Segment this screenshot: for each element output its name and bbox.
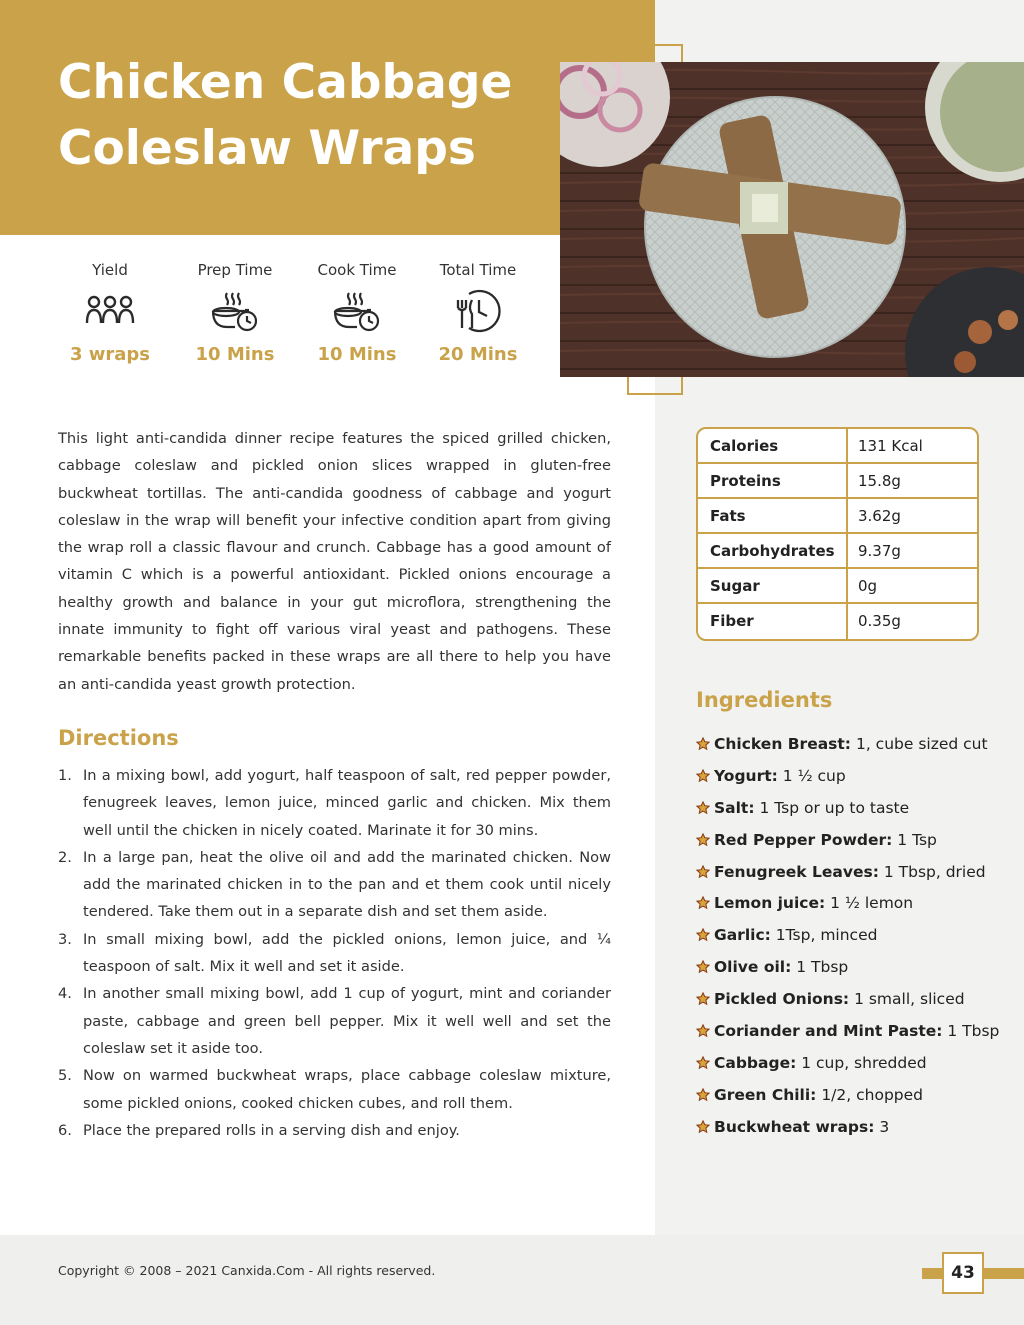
nutrition-row — [698, 464, 977, 499]
star-icon — [696, 1050, 714, 1082]
ingredient-amount: 1 Tsp — [897, 830, 937, 849]
stat-label: Prep Time — [197, 261, 273, 279]
ingredient-amount: 1Tsp, minced — [775, 926, 878, 945]
recipe-title: Chicken Cabbage Coleslaw Wraps — [58, 55, 513, 176]
ingredient-item — [696, 888, 1016, 920]
photo-frame-bottom — [627, 375, 683, 395]
recipe-photo — [560, 62, 1024, 377]
star-icon — [696, 890, 714, 922]
ingredient-name: Green Chili: — [714, 1085, 817, 1104]
step-number: 2. — [58, 848, 72, 866]
step-number: 6. — [58, 1121, 72, 1139]
nutrition-value: 0.35g — [858, 612, 901, 630]
ingredient-item — [696, 761, 1016, 793]
ingredient-amount: 1 Tbsp — [796, 958, 849, 977]
recipe-intro: This light anti-candida dinner recipe features the spiced grilled chicken, cabbage coleslaw and pickled onion slices wrapped in gluten-free buckwheat tortillas. The anti-candida goodness of cabbage and yogurt coleslaw in the wrap will benefit your infective condition apart from giving the wrap roll a classic flavour and crunch. Cabbage has a good amount of vitamin C which is a powerful antioxidant. Pickled onions encourage a healthy growth and balance in your gut microflora, strengthening the innate immunity to fight off various viral yeast and pathogens. These remarkable benefits packed in these wraps are all there to help you have an anti-candida yeast growth protection. — [58, 430, 611, 693]
nutrition-value: 0g — [858, 577, 878, 595]
ingredient-amount: 1 ½ lemon — [830, 894, 914, 913]
direction-step — [58, 762, 611, 844]
ingredient-amount: 1, cube sized cut — [855, 735, 988, 753]
people-icon — [55, 282, 165, 340]
star-icon — [696, 1082, 714, 1114]
stat-total-time — [423, 258, 533, 365]
nutrition-key: Fiber — [698, 604, 848, 639]
clock-cutlery-icon — [423, 282, 533, 340]
star-icon — [696, 986, 714, 1018]
ingredient-amount: 3 — [879, 1117, 890, 1136]
star-icon — [696, 827, 714, 859]
ingredient-amount: 1 Tsp or up to taste — [759, 798, 910, 817]
stat-value: 3 wraps — [69, 344, 151, 365]
star-icon — [696, 859, 714, 891]
step-text: In small mixing bowl, add the pickled onions, lemon juice, and ¼ teaspoon of salt. Mix it well and set it aside. — [83, 930, 611, 976]
nutrition-value: 9.37g — [858, 542, 901, 560]
ingredient-name: Chicken Breast: — [714, 735, 852, 753]
footer-band — [0, 1235, 1024, 1325]
step-number: 5. — [58, 1067, 72, 1085]
step-text: In a mixing bowl, add yogurt, half teaspoon of salt, red pepper powder, fenugreek leaves, lemon juice, minced garlic and chicken. Mix them well until the chicken in nicely coated. Marinate it for 30 mins. — [83, 767, 611, 839]
step-text: In a large pan, heat the olive oil and add the marinated chicken. Now add the marinated chicken in to the pan and et them cook until nicely tendered. Take them out in a separate dish and set them aside. — [83, 848, 611, 921]
ingredient-name: Buckwheat wraps: — [714, 1117, 875, 1136]
copyright-text: Copyright © 2008 – 2021 Canxida.Com - All rights reserved. — [58, 1263, 436, 1278]
ingredient-name: Cabbage: — [714, 1053, 797, 1072]
ingredient-item — [696, 1080, 1016, 1112]
star-icon — [696, 1018, 714, 1050]
star-icon — [696, 795, 714, 827]
ingredient-item — [696, 1112, 1016, 1144]
nutrition-row — [698, 499, 977, 534]
ingredient-name: Red Pepper Powder: — [714, 830, 893, 849]
ingredients-heading: Ingredients — [696, 688, 833, 712]
star-icon — [696, 954, 714, 986]
ingredient-item — [696, 729, 1016, 761]
nutrition-row — [698, 534, 977, 569]
nutrition-key: Calories — [698, 429, 848, 462]
stat-label: Cook Time — [317, 261, 397, 279]
ingredient-item — [696, 857, 1016, 889]
pan-timer-icon — [302, 282, 412, 340]
ingredient-name: Coriander and Mint Paste: — [714, 1022, 943, 1041]
ingredient-item — [696, 952, 1016, 984]
star-icon — [696, 922, 714, 954]
ingredient-item — [696, 1048, 1016, 1080]
ingredient-name: Pickled Onions: — [714, 990, 850, 1009]
ingredient-item — [696, 920, 1016, 952]
step-text: In another small mixing bowl, add 1 cup of yogurt, mint and coriander paste, cabbage and green bell pepper. Mix it well well and set the coleslaw set it aside too. — [83, 985, 611, 1057]
stat-label: Total Time — [439, 261, 517, 279]
nutrition-row — [698, 569, 977, 604]
ingredient-item — [696, 1016, 1016, 1048]
direction-step — [58, 980, 611, 1062]
ingredient-amount: 1/2, chopped — [821, 1085, 923, 1104]
nutrition-row — [698, 604, 977, 639]
nutrition-table — [696, 427, 979, 641]
stat-value: 10 Mins — [317, 344, 397, 365]
ingredient-name: Yogurt: — [714, 766, 778, 785]
ingredient-amount: 1 small, sliced — [854, 990, 965, 1009]
ingredient-name: Salt: — [714, 798, 755, 817]
title-block — [0, 0, 655, 235]
ingredient-name: Garlic: — [714, 926, 771, 945]
ingredient-name: Lemon juice: — [714, 894, 826, 913]
step-number: 1. — [58, 767, 72, 784]
recipe-stats — [55, 258, 535, 378]
nutrition-key: Proteins — [698, 464, 848, 497]
ingredients-list — [696, 729, 1016, 1144]
ingredient-item — [696, 825, 1016, 857]
photo-frame-top — [627, 44, 683, 64]
directions-heading: Directions — [58, 726, 179, 750]
star-icon — [696, 763, 714, 795]
nutrition-key: Fats — [698, 499, 848, 532]
ingredient-item — [696, 984, 1016, 1016]
ingredient-amount: 1 cup, shredded — [801, 1053, 927, 1072]
ingredient-amount: 1 Tbsp, dried — [883, 862, 986, 881]
step-number: 3. — [58, 930, 72, 948]
pan-timer-icon — [180, 282, 290, 340]
ingredient-name: Olive oil: — [714, 958, 792, 977]
directions-list — [58, 762, 611, 1144]
star-icon — [696, 1114, 714, 1146]
stat-label: Yield — [92, 261, 128, 279]
stat-yield — [55, 258, 165, 365]
step-text: Now on warmed buckwheat wraps, place cabbage coleslaw mixture, some pickled onions, cooked chicken cubes, and roll them. — [83, 1067, 611, 1112]
nutrition-value: 131 Kcal — [858, 437, 923, 455]
stat-cook-time — [302, 258, 412, 365]
nutrition-key: Sugar — [698, 569, 848, 602]
nutrition-value: 15.8g — [858, 472, 901, 490]
stat-prep-time — [180, 258, 290, 365]
ingredient-name: Fenugreek Leaves: — [714, 862, 879, 881]
ingredient-amount: 1 ½ cup — [782, 766, 846, 785]
page-number: 43 — [942, 1252, 984, 1294]
direction-step — [58, 926, 611, 981]
nutrition-key: Carbohydrates — [698, 534, 848, 567]
nutrition-row — [698, 429, 977, 464]
nutrition-value: 3.62g — [858, 507, 901, 525]
stat-value: 20 Mins — [438, 344, 518, 365]
direction-step — [58, 1117, 611, 1144]
direction-step — [58, 1062, 611, 1117]
star-icon — [696, 731, 714, 763]
ingredient-amount: 1 Tbsp — [947, 1022, 1000, 1041]
stat-value: 10 Mins — [195, 344, 275, 365]
step-text: Place the prepared rolls in a serving dish and enjoy. — [83, 1121, 460, 1139]
step-number: 4. — [58, 985, 72, 1003]
ingredient-item — [696, 793, 1016, 825]
direction-step — [58, 844, 611, 926]
